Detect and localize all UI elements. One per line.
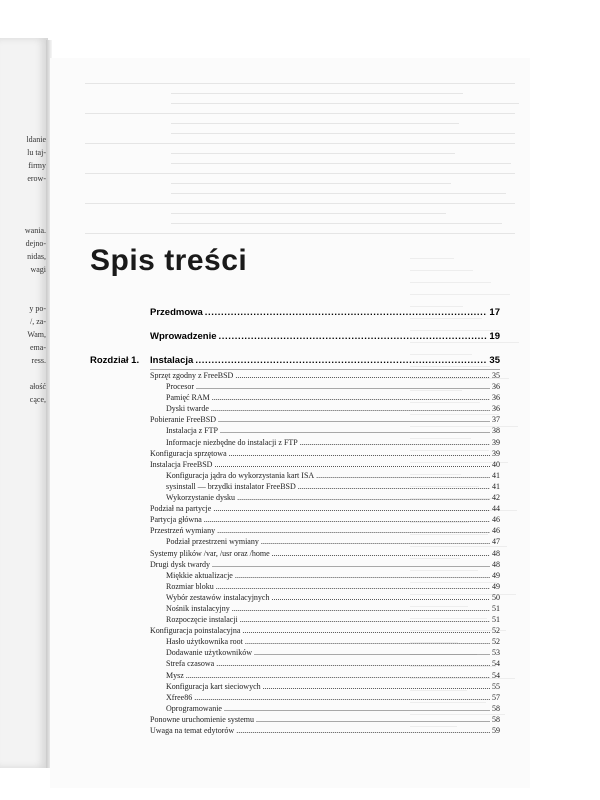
toc-entry [90,448,500,459]
toc-list [90,306,500,736]
chapter-page: 35 [489,355,500,366]
show-through-line [410,270,473,271]
toc-entry [90,681,500,692]
toc-entry-label: Rozpoczęcie instalacji [166,615,238,625]
show-through-line [85,113,515,114]
toc-entry-introduction [90,330,500,344]
toc-entry-label: Ponowne uruchomienie systemu [150,714,254,724]
show-through-line [171,93,463,94]
toc-entry [90,437,500,448]
toc-entry-label: Strefa czasowa [166,659,215,669]
show-through-line [171,213,446,214]
toc-entry-label: Przedmowa [150,307,203,318]
toc-entry-page: 49 [492,581,500,591]
toc-entry-label: Pamięć RAM [166,393,210,403]
toc-entry-page: 41 [492,481,500,491]
leader-dots [195,354,487,368]
show-through-line [410,282,491,283]
page-title: Spis treści [90,244,248,277]
chapter-title: Instalacja [150,355,194,366]
toc-entry-page: 39 [492,437,500,447]
leader-dots [316,470,490,481]
toc-entry-label: Instalacja FreeBSD [150,459,213,469]
show-through-line [171,193,506,194]
leader-dots [224,703,490,714]
chapter-number: Rozdział 1. [90,355,140,366]
toc-entry [90,525,500,536]
show-through-line [171,103,519,104]
toc-entry [90,570,500,581]
toc-entry-label: Systemy plików /var, /usr oraz /home [150,548,270,558]
leader-dots [212,559,490,570]
leader-dots [220,425,490,436]
toc-entry-preface [90,306,500,320]
toc-entry-label: Nośnik instalacyjny [166,603,230,613]
toc-entry [90,636,500,647]
leader-dots [217,525,490,536]
toc-entry [90,559,500,570]
toc-entry [90,548,500,559]
leader-dots [186,670,490,681]
toc-entry-page: 59 [492,726,500,735]
leader-dots [212,392,490,403]
leader-dots [204,514,490,525]
left-page-text-fragment: dejno- [25,239,46,248]
leader-dots [218,414,490,425]
toc-entry-label: Dodawanie użytkowników [166,648,252,658]
leader-dots [194,692,490,703]
toc-entry-label: sysinstall — brzydki instalator FreeBSD [166,481,296,491]
toc-entry-page: 57 [492,692,500,702]
toc-entry-label: Informacje niezbędne do instalacji z FTP [166,437,298,447]
toc-entry-page: 46 [492,515,500,525]
toc-entry [90,425,500,436]
toc-entry-page: 51 [492,615,500,625]
toc-entry-label: Instalacja z FTP [166,426,218,436]
toc-entry-label: Mysz [166,670,184,680]
show-through-line [85,143,515,144]
toc-entry-page: 38 [492,426,500,436]
leader-dots [235,570,490,581]
toc-entry-label: Pobieranie FreeBSD [150,415,216,425]
left-page-text-fragment: erow- [27,174,46,183]
show-through-line [171,183,451,184]
toc-entry [90,647,500,658]
left-page-text-fragment: cące, [29,395,46,404]
toc-entry [90,725,500,736]
toc-entry-page: 36 [492,393,500,403]
toc-entry-page: 19 [489,331,500,342]
leader-dots [300,437,490,448]
toc-entry [90,714,500,725]
toc-entry-page: 49 [492,570,500,580]
toc-entry-label: Wykorzystanie dysku [166,493,236,503]
show-through-line [171,153,455,154]
leader-dots [229,448,490,459]
toc-entry-page: 58 [492,703,500,713]
leader-dots [237,492,490,503]
toc-entry-page: 36 [492,404,500,414]
toc-entry-page: 52 [492,637,500,647]
toc-entry-label: Hasło użytkownika root [166,637,243,647]
toc-entry-label: Konfiguracja kart sieciowych [166,681,261,691]
left-page-text-fragment: ema- [30,343,46,352]
toc-entry-label: Procesor [166,382,194,392]
leader-dots [219,330,488,344]
toc-entry [90,670,500,681]
leader-dots [245,636,490,647]
leader-dots [256,714,490,725]
leader-dots [242,625,490,636]
left-page-text-fragment: firmy [28,161,46,170]
toc-entry-label: Drugi dysk twardy [150,559,210,569]
left-page-text-fragment: nidas, [27,252,46,261]
toc-entry [90,414,500,425]
leader-dots [240,614,490,625]
toc-entry-label: Uwaga na temat edytorów [150,726,235,735]
toc-entry-page: 52 [492,626,500,636]
show-through-line [171,163,511,164]
toc-entry-label: Wybór zestawów instalacyjnych [166,592,270,602]
toc-entry-page: 46 [492,526,500,536]
left-facing-page [0,38,48,768]
toc-entry-label: Wprowadzenie [150,331,217,342]
toc-entry-label: Xfree86 [166,692,193,702]
toc-entry [90,536,500,547]
left-page-text-fragment: lu taj- [27,148,46,157]
left-page-text-fragment: y po- [29,304,46,313]
toc-entry [90,370,500,381]
toc-entry-page: 55 [492,681,500,691]
toc-entry [90,514,500,525]
toc-entry [90,614,500,625]
show-through-line [85,233,515,234]
toc-entry-label: Konfiguracja jądra do wykorzystania kart ISA [166,470,315,480]
toc-entry-label: Dyski twarde [166,404,209,414]
toc-chapter-1 [90,354,500,368]
show-through-line [85,173,515,174]
toc-entry-page: 41 [492,470,500,480]
left-page-text-fragment: wania. [24,226,46,235]
left-page-text-fragment: Wam, [27,330,46,339]
show-through-line [410,294,510,295]
leader-dots [236,725,490,736]
toc-entry-label: Podział na partycje [150,504,212,514]
toc-entry-page: 54 [492,659,500,669]
leader-dots [235,370,490,381]
toc-entry [90,392,500,403]
toc-entry-label: Sprzęt zgodny z FreeBSD [150,371,234,380]
toc-entry-label: Rozmiar bloku [166,581,214,591]
toc-entry [90,625,500,636]
toc-entry-label: Miękkie aktualizacje [166,570,233,580]
leader-dots [254,647,490,658]
toc-entry [90,403,500,414]
toc-entry-page: 50 [492,592,500,602]
show-through-line [171,223,502,224]
toc-entry [90,692,500,703]
leader-dots [214,459,490,470]
leader-dots [232,603,490,614]
toc-entry-page: 35 [492,371,500,380]
toc-entry-label: Oprogramowanie [166,703,222,713]
toc-entry [90,503,500,514]
left-page-text-fragment: ałość [29,382,46,391]
leader-dots [216,658,490,669]
toc-entry-page: 58 [492,714,500,724]
left-page-text-fragment: /, za- [30,317,46,326]
show-through-line [85,83,515,84]
toc-entry-page: 39 [492,448,500,458]
show-through-text [85,83,515,253]
show-through-line [410,258,454,259]
toc-entry [90,470,500,481]
toc-entry-page: 37 [492,415,500,425]
toc-entry [90,703,500,714]
leader-dots [263,681,490,692]
toc-entry-page: 36 [492,382,500,392]
leader-dots [213,503,490,514]
toc-entry [90,381,500,392]
toc-entry-page: 51 [492,603,500,613]
left-page-text-fragment: wagi [30,265,46,274]
toc-entry [90,581,500,592]
leader-dots [216,581,490,592]
toc-entry-page: 17 [489,307,500,318]
toc-entry-label: Partycja główna [150,515,202,525]
leader-dots [205,306,488,320]
leader-dots [261,536,490,547]
show-through-line [85,203,515,204]
toc-entry-page: 48 [492,548,500,558]
show-through-line [171,133,515,134]
toc-entry [90,603,500,614]
toc-entry-label: Przestrzeń wymiany [150,526,216,536]
toc-entry-label: Konfiguracja sprzętowa [150,448,227,458]
toc-entry-page: 44 [492,504,500,514]
chapter-entries [90,370,500,736]
toc-entry-label: Konfiguracja poinstalacyjna [150,626,241,636]
left-page-text-fragment: ress. [31,356,46,365]
toc-entry-page: 40 [492,459,500,469]
show-through-line [171,123,459,124]
toc-entry-page: 54 [492,670,500,680]
toc-entry-page: 42 [492,493,500,503]
leader-dots [272,548,490,559]
leader-dots [196,381,490,392]
toc-entry-page: 53 [492,648,500,658]
leader-dots [298,481,490,492]
toc-entry-label: Podział przestrzeni wymiany [166,537,259,547]
toc-entry [90,492,500,503]
leader-dots [211,403,490,414]
left-page-text-fragment: ldanie [26,135,46,144]
toc-entry [90,658,500,669]
table-of-contents-page [50,58,530,788]
toc-entry [90,592,500,603]
toc-entry-page: 48 [492,559,500,569]
toc-entry [90,459,500,470]
toc-entry-page: 47 [492,537,500,547]
leader-dots [271,592,490,603]
toc-entry [90,481,500,492]
